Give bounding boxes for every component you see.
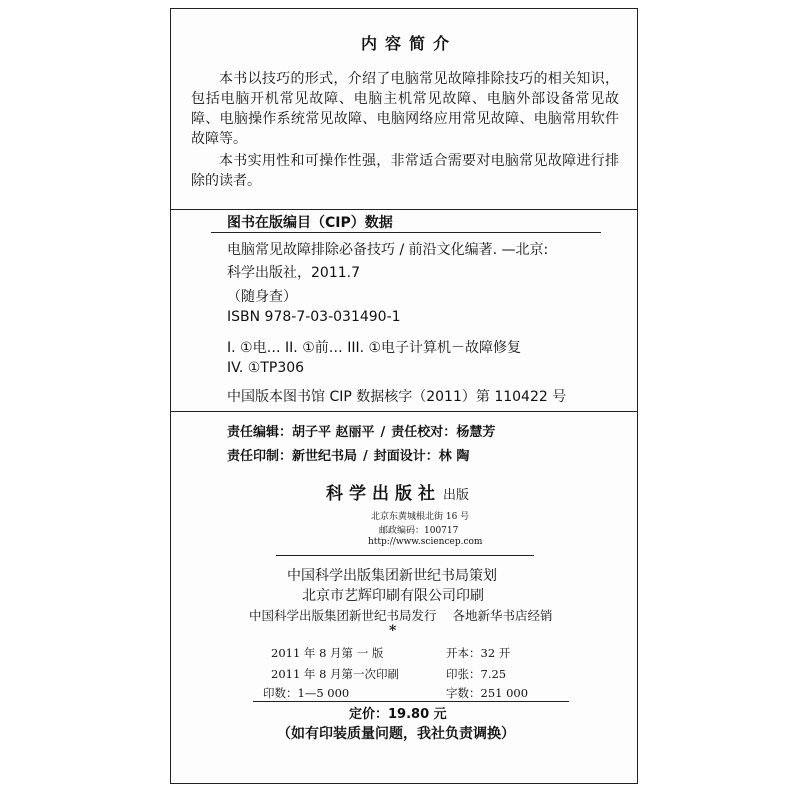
cip-line-2: 科学出版社，2011.7 <box>227 265 360 281</box>
divider-middle <box>171 411 637 412</box>
proofreader: 杨慧芳 <box>456 425 496 440</box>
publisher-name <box>326 479 469 504</box>
print-label: 责任印制： <box>227 449 293 464</box>
separator-star: * <box>389 623 397 639</box>
cip-isbn: ISBN 978-7-03-031490-1 <box>227 309 401 325</box>
cip-line-3: （随身查） <box>227 289 297 305</box>
word-count: 字数：251 000 <box>446 686 529 700</box>
cip-classification-1: I. ①电… II. ①前… III. ①电子计算机－故障修复 <box>227 340 522 356</box>
print-sheets: 印张：7.25 <box>446 667 507 681</box>
proof-label: 责任校对： <box>391 425 457 440</box>
book-format: 开本：32 开 <box>446 646 511 660</box>
price: 定价：19.80 元 <box>349 707 447 722</box>
imprint-distributor: 中国科学出版集团新世纪书局发行 <box>249 608 437 623</box>
printer: 新世纪书局 <box>292 449 358 464</box>
imprint-distribution <box>249 606 553 624</box>
imprint-sellers: 各地新华书店经销 <box>452 608 553 623</box>
cip-data-number: 中国版本图书馆 CIP 数据核字（2011）第 110422 号 <box>227 389 567 405</box>
cip-heading: 图书在版编目（CIP）数据 <box>227 215 393 231</box>
print-date: 2011 年 8 月第一次印刷 <box>271 667 400 681</box>
credits-row-2: 责任印制：新世纪书局 / 封面设计：林 陶 <box>227 449 470 464</box>
copyright-page <box>170 8 638 784</box>
cip-line-1: 电脑常见故障排除必备技巧 / 前沿文化编著. —北京: <box>227 242 549 258</box>
cover-label: 封面设计： <box>373 449 439 464</box>
edition-date: 2011 年 8 月第 一 版 <box>271 646 384 660</box>
editors: 胡子平 赵丽平 <box>292 425 375 440</box>
divider-top <box>171 209 637 210</box>
divider-price <box>253 701 569 702</box>
cover-designer: 林 陶 <box>438 449 470 464</box>
editor-label: 责任编辑： <box>227 425 293 440</box>
publisher-logo-text: 科学出版社 <box>326 484 441 504</box>
publisher-website: http://www.sciencep.com <box>368 537 483 547</box>
intro-paragraph-2: 本书实用性和可操作性强，非常适合需要对电脑常见故障进行排除的读者。 <box>191 153 619 189</box>
page-title: 内容简介 <box>361 34 458 53</box>
quality-notice: （如有印装质量问题，我社负责调换） <box>277 726 515 742</box>
cip-classification-2: IV. ①TP306 <box>227 360 305 376</box>
publisher-suffix: 出版 <box>443 488 470 503</box>
intro-section <box>191 69 619 191</box>
publisher-address: 北京东黄城根北街 16 号 <box>371 512 470 522</box>
imprint-planner: 中国科学出版集团新世纪书局策划 <box>287 568 497 584</box>
divider-publisher <box>276 555 534 556</box>
credits-row-1: 责任编辑：胡子平 赵丽平 / 责任校对：杨慧芳 <box>227 425 496 440</box>
print-run: 印数：1—5 000 <box>263 686 350 700</box>
publisher-postcode: 邮政编码：100717 <box>379 526 459 536</box>
intro-paragraph-1: 本书以技巧的形式，介绍了电脑常见故障排除技巧的相关知识，包括电脑开机常见故障、电脑主机常见故障、电脑外部设备常见故障、电脑操作系统常见故障、电脑网络应用常见故障、电脑常用软件故障等。 <box>191 71 619 147</box>
cip-heading-rule <box>211 232 601 233</box>
imprint-printer: 北京市艺辉印刷有限公司印刷 <box>302 588 484 604</box>
